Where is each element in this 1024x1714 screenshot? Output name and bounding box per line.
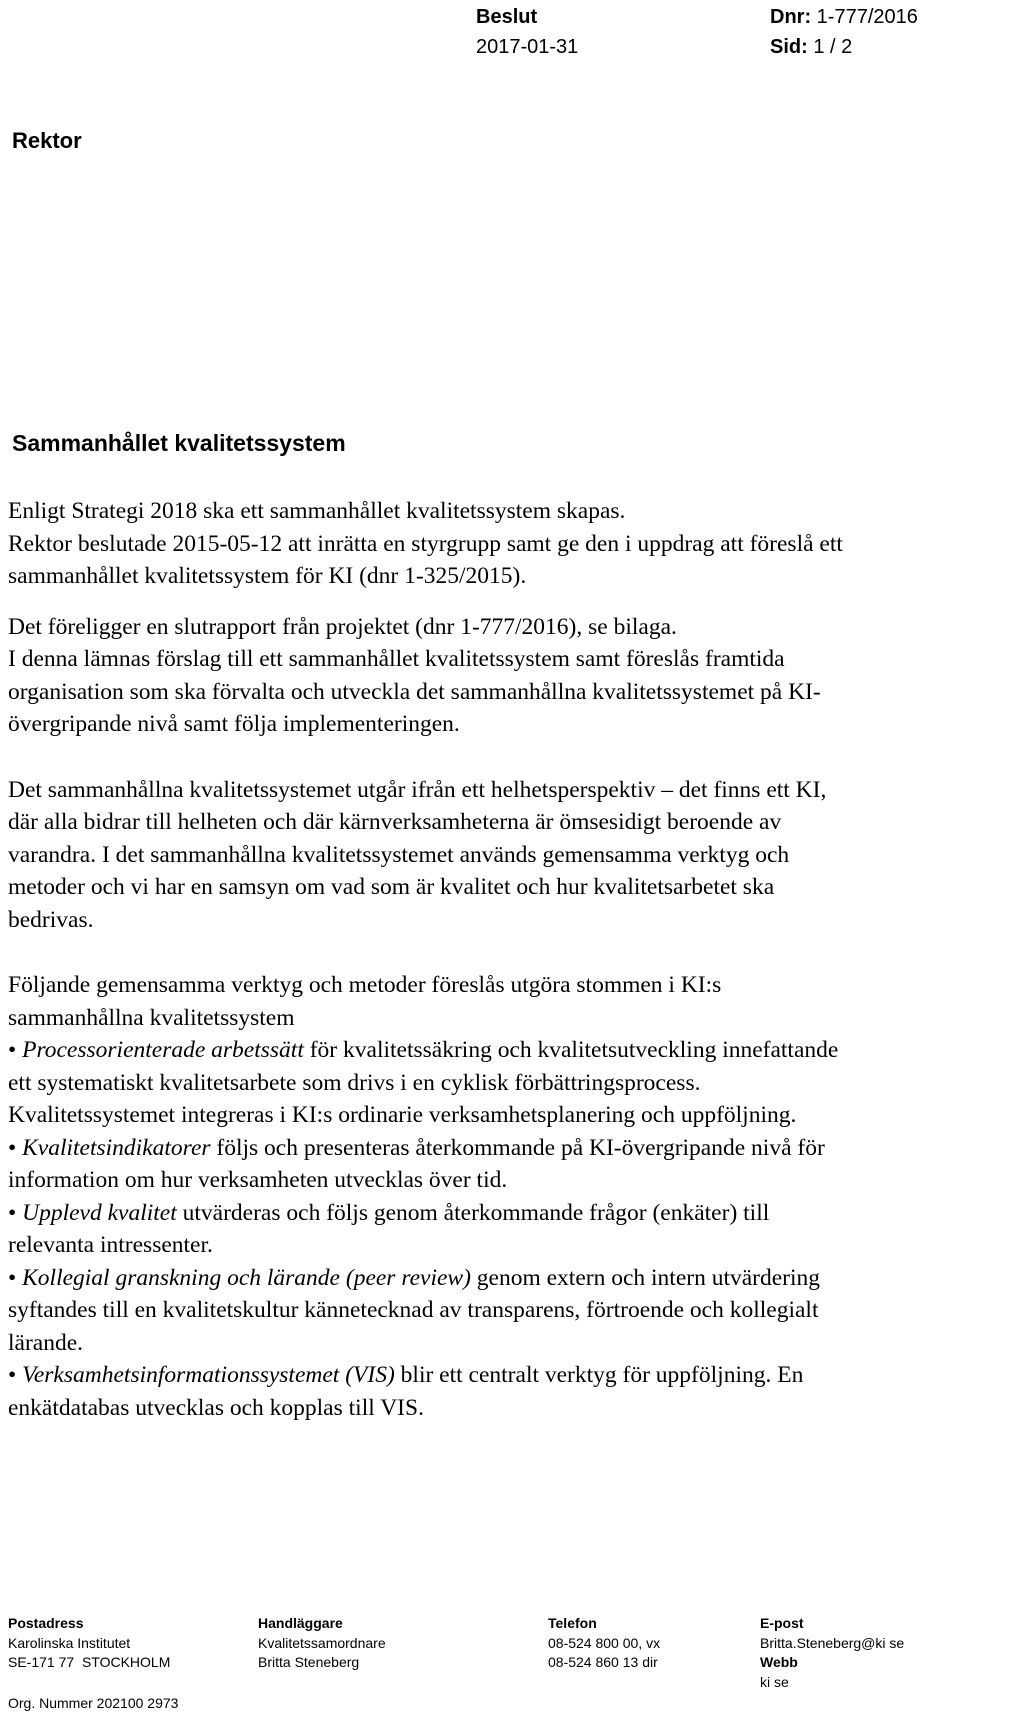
postadress-label: Postadress (8, 1615, 84, 1631)
sid-value: 1 / 2 (813, 36, 853, 58)
text-line: lärande. (8, 1329, 84, 1356)
text-line: Rektor beslutade 2015-05-12 att inrätta en styrgrupp samt ge den i uppdrag att föreslå ett (8, 530, 843, 557)
bullet-text: genom extern och intern utvärdering (470, 1264, 821, 1291)
bullet-text: blir ett centralt verktyg för uppföljning. En (394, 1362, 804, 1388)
epost-label: E-post (760, 1615, 804, 1631)
footer-postadress (8, 1614, 170, 1673)
telefon-line: 08-524 860 13 dir (548, 1654, 658, 1670)
handlaggare-line: Kvalitetssamordnare (258, 1634, 386, 1651)
text-line: övergripande nivå samt följa implementeringen. (8, 711, 460, 737)
document-body (8, 495, 1008, 1424)
text-line: sammanhållna kvalitetssystem (8, 1004, 295, 1031)
bullet-term: Kollegial granskning och lärande (peer review) (22, 1264, 471, 1291)
text-line: Enligt Strategi 2018 ska ett sammanhållet kvalitetssystem skapas. (8, 498, 626, 524)
footer-handlaggare (258, 1614, 386, 1673)
text-line: relevanta intressenter. (8, 1232, 213, 1258)
text-line: ett systematiskt kvalitetsarbete som drivs i en cyklisk förbättringsprocess. (8, 1069, 701, 1096)
telefon-line: 08-524 800 00, vx (548, 1634, 661, 1651)
text-line: Kvalitetssystemet integreras i KI:s ordinarie verksamhetsplanering och uppföljning. (8, 1102, 797, 1128)
text-line: syftandes till en kvalitetskultur kännetecknad av transparens, förtroende och kollegialt (8, 1297, 819, 1323)
bullet-term: Verksamhetsinformationssystemet (VIS) (22, 1362, 395, 1388)
bullet-item: • Kvalitetsindikatorer följs och presenteras återkommande på KI-övergripande nivå för (8, 1134, 825, 1161)
text-line: sammanhållet kvalitetssystem för KI (dnr 1-325/2015). (8, 563, 527, 589)
header-left (476, 2, 578, 62)
paragraph-3 (8, 774, 1008, 937)
bullet-item: • Upplevd kvalitet utvärderas och följs genom återkommande frågor (enkäter) till (8, 1199, 770, 1226)
text-line: information om hur verksamheten utvecklas över tid. (8, 1167, 508, 1193)
text-line: Följande gemensamma verktyg och metoder föreslås utgöra stommen i KI:s (8, 972, 722, 998)
bullet-term: Kvalitetsindikatorer (22, 1134, 211, 1161)
document-title: Sammanhållet kvalitetssystem (12, 430, 346, 456)
bullet-text: utvärderas och följs genom återkommande frågor (enkäter) till (176, 1199, 770, 1226)
paragraph-4 (8, 969, 1008, 1424)
dnr-row (770, 2, 918, 32)
text-line: där alla bidrar till helheten och där kärnverksamheterna är ömsesidigt beroende av (8, 809, 782, 835)
paragraph-1 (8, 495, 1008, 593)
handlaggare-line: Britta Steneberg (258, 1654, 360, 1670)
text-line: I denna lämnas förslag till ett sammanhållet kvalitetssystem samt föreslås framtida (8, 646, 785, 672)
bullet-term: Processorienterade arbetssätt (22, 1037, 304, 1063)
dnr-label: Dnr: (770, 6, 812, 28)
dnr-value: 1-777/2016 (816, 6, 918, 28)
doc-type: Beslut (476, 6, 538, 28)
sid-row (770, 32, 918, 62)
doc-date: 2017-01-31 (476, 36, 579, 58)
bullet-text: för kvalitetssäkring och kvalitetsutveckling innefattande (303, 1037, 839, 1063)
bullet-item: • Processorienterade arbetssätt för kvalitetssäkring och kvalitetsutveckling innefattande (8, 1037, 839, 1063)
addressee: Rektor (12, 128, 82, 153)
telefon-label: Telefon (548, 1615, 597, 1631)
bullet-text: följs och presenteras återkommande på KI-övergripande nivå för (210, 1134, 825, 1161)
text-line: bedrivas. (8, 906, 94, 933)
text-line: Det föreligger en slutrapport från projektet (dnr 1-777/2016), se bilaga. (8, 613, 677, 640)
header-right (770, 2, 918, 62)
bullet-item: • Verksamhetsinformationssystemet (VIS) blir ett centralt verktyg för uppföljning. En (8, 1362, 804, 1388)
webb-value: ki se (760, 1673, 789, 1690)
postadress-line: SE-171 77 STOCKHOLM (8, 1654, 171, 1670)
text-line: Det sammanhållna kvalitetssystemet utgår ifrån ett helhetsperspektiv – det finns ett KI, (8, 776, 827, 803)
postadress-line: Karolinska Institutet (8, 1634, 131, 1651)
handlaggare-label: Handläggare (258, 1615, 343, 1631)
footer (0, 1614, 1024, 1713)
footer-epost (760, 1614, 904, 1692)
epost-value: Britta.Steneberg@ki se (760, 1634, 905, 1651)
text-line: organisation som ska förvalta och utveckla det sammanhållna kvalitetssystemet på KI- (8, 678, 821, 705)
sid-label: Sid: (770, 36, 808, 58)
footer-telefon (548, 1614, 660, 1673)
bullet-item: • Kollegial granskning och lärande (peer review) genom extern och intern utvärdering (8, 1264, 821, 1291)
webb-label: Webb (760, 1654, 798, 1670)
org-number: Org. Nummer 202100 2973 (8, 1695, 179, 1711)
text-line: metoder och vi har en samsyn om vad som är kvalitet och hur kvalitetsarbetet ska (8, 874, 775, 900)
bullet-term: Upplevd kvalitet (22, 1199, 177, 1226)
text-line: varandra. I det sammanhållna kvalitetssystemet används gemensamma verktyg och (8, 841, 790, 868)
paragraph-2 (8, 611, 1008, 741)
text-line: enkätdatabas utvecklas och kopplas till VIS. (8, 1394, 424, 1421)
